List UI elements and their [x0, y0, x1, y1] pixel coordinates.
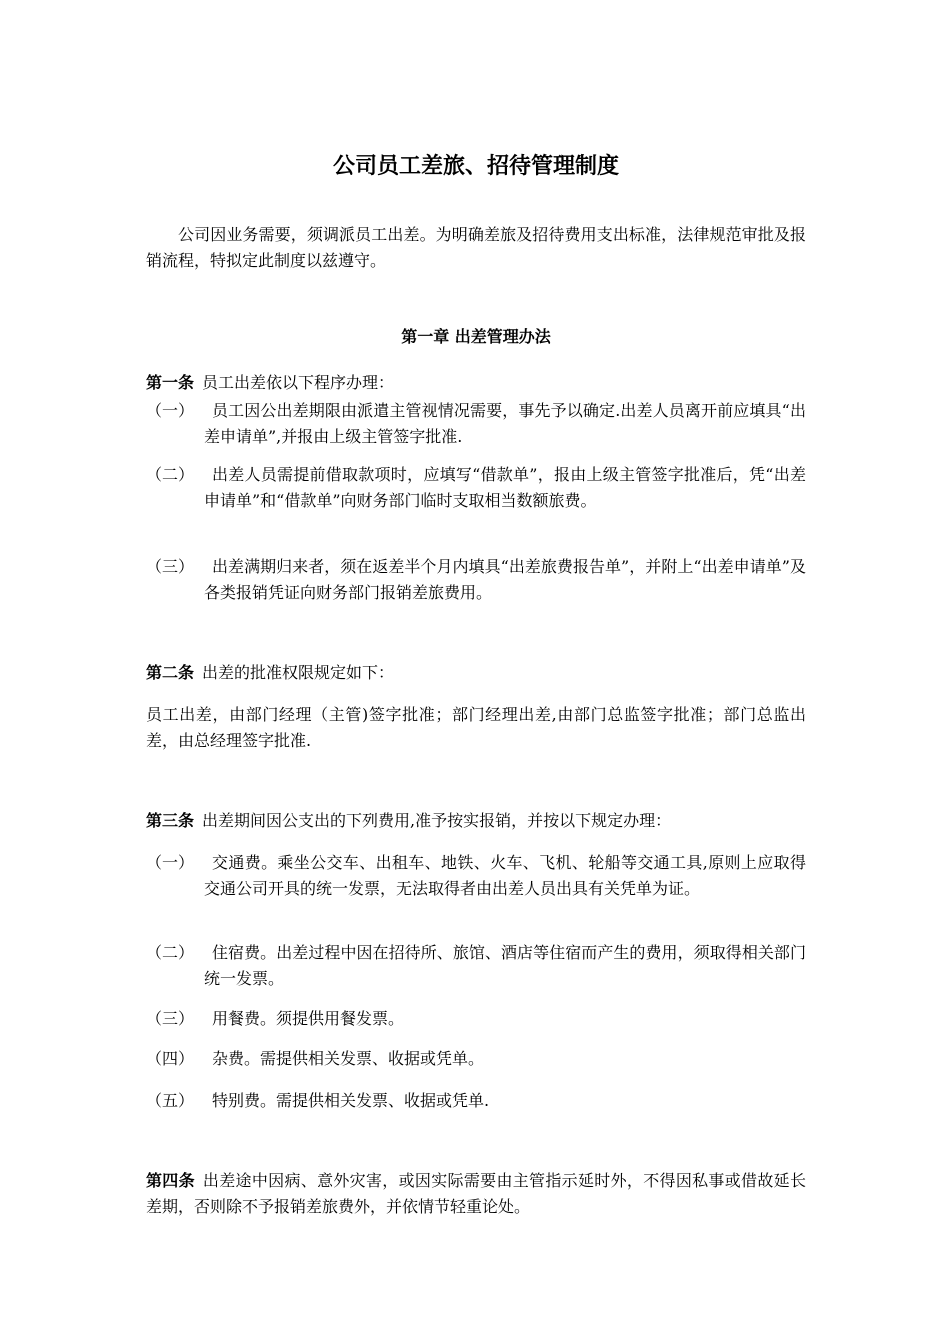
item-text: 员工因公出差期限由派遣主管视情况需要，事先予以确定.出差人员离开前应填具“出差申请单”,并报由上级主管签字批准. [204, 401, 806, 446]
item-number: （一） [146, 401, 195, 420]
item-number: （三） [146, 1009, 195, 1028]
article-1-label: 第一条 [146, 373, 195, 392]
item-text: 交通费。乘坐公交车、出租车、地铁、火车、飞机、轮船等交通工具,原则上应取得交通公司开具的统一发票，无法取得者由出差人员出具有关凭单为证。 [204, 853, 806, 898]
item-text: 出差人员需提前借取款项时，应填写“借款单”，报由上级主管签字批准后，凭“出差申请单”和“借款单”向财务部门临时支取相当数额旅费。 [204, 465, 806, 510]
article-4-paragraph [146, 1168, 806, 1220]
chapter-heading: 第一章 出差管理办法 [401, 327, 551, 346]
item-number: （一） [146, 853, 195, 872]
article-1-text: 员工出差依以下程序办理： [202, 373, 395, 392]
article-4-label: 第四条 [146, 1171, 195, 1190]
item-number: （四） [146, 1049, 195, 1068]
document-title: 公司员工差旅、招待管理制度 [332, 154, 619, 179]
article-2-text: 出差的批准权限规定如下： [202, 663, 395, 682]
item-number: （五） [146, 1091, 195, 1110]
article-3-text: 出差期间因公支出的下列费用,准予按实报销，并按以下规定办理： [202, 811, 672, 830]
article-1-heading [146, 370, 806, 396]
item-text: 住宿费。出差过程中因在招待所、旅馆、酒店等住宿而产生的费用，须取得相关部门统一发票。 [204, 943, 806, 988]
item-text: 杂费。需提供相关发票、收据或凭单。 [212, 1049, 485, 1068]
item-text: 特别费。需提供相关发票、收据或凭单. [212, 1091, 490, 1110]
article-2-body: 员工出差，由部门经理（主管)签字批准；部门经理出差,由部门总监签字批准；部门总监出差，由总经理签字批准. [146, 705, 806, 750]
article-2-label: 第二条 [146, 663, 195, 682]
article-4-text: 出差途中因病、意外灾害，或因实际需要由主管指示延时外，不得因私事或借故延长差期，否则除不予报销差旅费外，并依情节轻重论处。 [146, 1171, 806, 1216]
item-number: （二） [146, 943, 195, 962]
intro-paragraph: 公司因业务需要，须调派员工出差。为明确差旅及招待费用支出标准，法律规范审批及报销流程，特拟定此制度以兹遵守。 [146, 225, 806, 270]
item-text: 出差满期归来者，须在返差半个月内填具“出差旅费报告单”，并附上“出差申请单”及各类报销凭证向财务部门报销差旅费用。 [204, 557, 806, 602]
article-3-label: 第三条 [146, 811, 195, 830]
item-text: 用餐费。须提供用餐发票。 [212, 1009, 405, 1028]
article-2-heading [146, 660, 806, 686]
item-number: （三） [146, 557, 195, 576]
item-number: （二） [146, 465, 195, 484]
article-3-heading [146, 808, 806, 834]
